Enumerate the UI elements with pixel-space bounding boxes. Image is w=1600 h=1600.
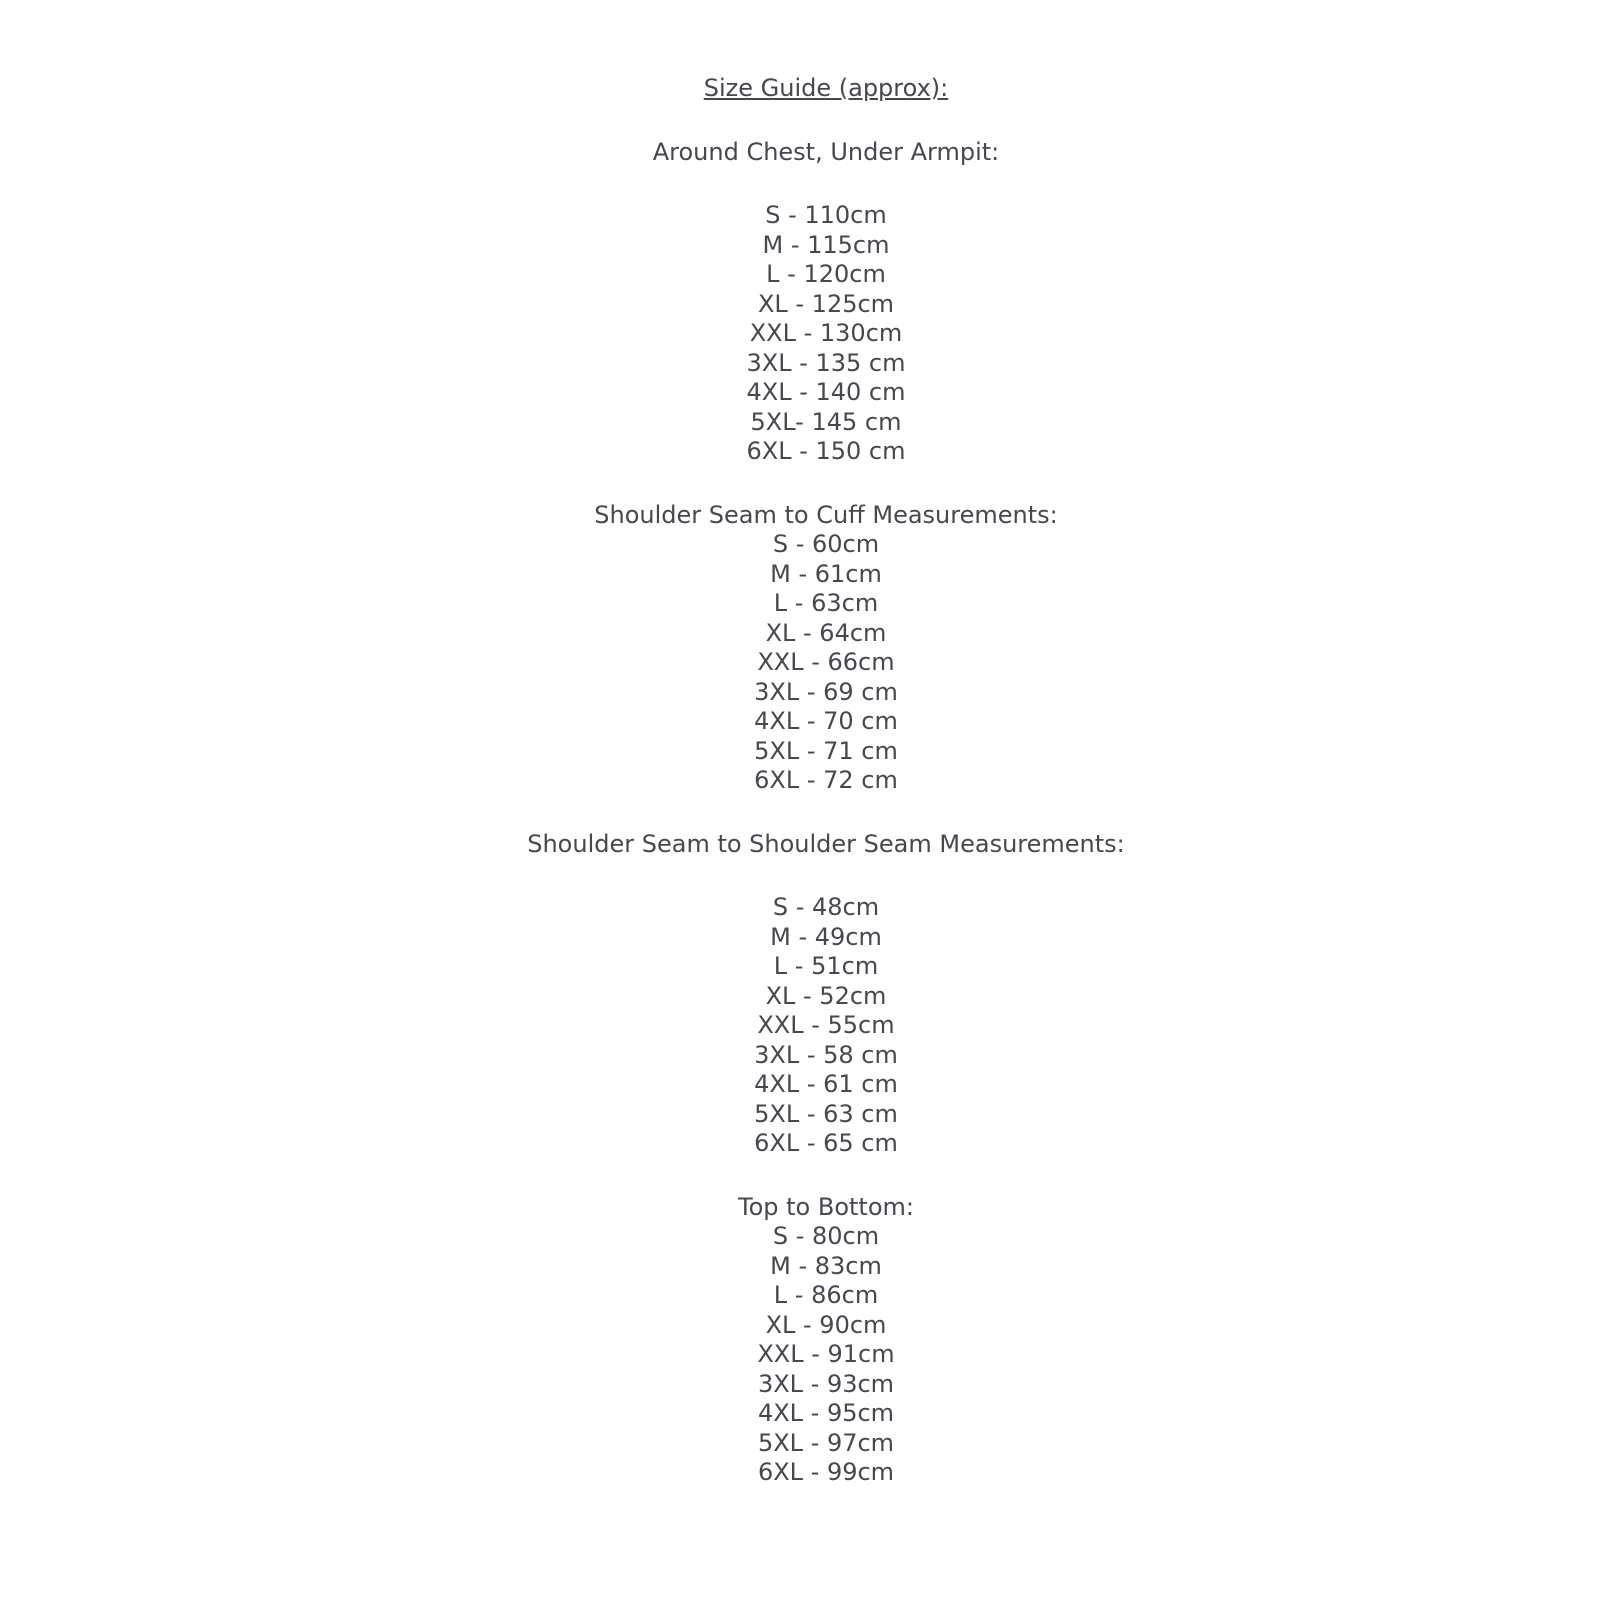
size-row: M - 83cm bbox=[770, 1251, 882, 1280]
section-heading-chest bbox=[52, 138, 1600, 168]
size-row: S - 48cm bbox=[772, 893, 880, 921]
size-row: L - 63cm bbox=[773, 589, 879, 617]
size-row: 3XL - 135 cm bbox=[746, 348, 906, 377]
size-row: 3XL - 58 cm bbox=[754, 1040, 898, 1069]
size-row: 4XL - 61 cm bbox=[754, 1070, 898, 1098]
size-row: M - 61cm bbox=[770, 559, 882, 588]
section-cuff bbox=[52, 501, 1600, 796]
size-row: L - 51cm bbox=[773, 952, 879, 980]
section-items-shoulder bbox=[52, 893, 1600, 1159]
size-row: 5XL - 71 cm bbox=[754, 736, 898, 765]
section-heading: Shoulder Seam to Cuff Measurements: bbox=[594, 500, 1058, 529]
size-row: XXL - 66cm bbox=[757, 648, 895, 676]
size-row: 5XL - 63 cm bbox=[754, 1099, 898, 1128]
size-row: 5XL - 97cm bbox=[757, 1428, 895, 1457]
size-guide-title-paragraph bbox=[52, 74, 1600, 104]
size-guide-title: Size Guide (approx): bbox=[703, 74, 949, 102]
section-heading: Top to Bottom: bbox=[738, 1192, 914, 1221]
size-row: 4XL - 95cm bbox=[757, 1399, 895, 1427]
size-row: M - 49cm bbox=[770, 922, 882, 951]
size-row: XL - 90cm bbox=[765, 1310, 887, 1339]
section-items-chest bbox=[52, 201, 1600, 467]
size-row: XXL - 130cm bbox=[749, 319, 903, 347]
size-row: 5XL- 145 cm bbox=[750, 407, 902, 436]
size-row: M - 115cm bbox=[762, 230, 890, 259]
size-row: S - 80cm bbox=[772, 1222, 880, 1250]
size-row: 6XL - 65 cm bbox=[754, 1129, 898, 1157]
size-row: L - 120cm bbox=[766, 260, 886, 288]
size-row: XXL - 91cm bbox=[757, 1340, 895, 1368]
size-row: S - 110cm bbox=[765, 201, 887, 229]
size-row: 6XL - 99cm bbox=[757, 1458, 895, 1486]
section-heading: Around Chest, Under Armpit: bbox=[652, 137, 1000, 166]
size-row: 4XL - 140 cm bbox=[746, 378, 906, 406]
size-row: XL - 64cm bbox=[765, 618, 887, 647]
size-row: L - 86cm bbox=[773, 1281, 879, 1309]
section-top-to-bottom bbox=[52, 1193, 1600, 1488]
size-row: 6XL - 150 cm bbox=[746, 437, 906, 465]
size-row: S - 60cm bbox=[772, 530, 880, 558]
section-heading-shoulder bbox=[52, 830, 1600, 860]
size-row: XL - 125cm bbox=[757, 289, 895, 318]
size-row: 3XL - 69 cm bbox=[754, 677, 898, 706]
size-row: XL - 52cm bbox=[765, 981, 887, 1010]
size-row: 4XL - 70 cm bbox=[754, 707, 898, 735]
size-row: 6XL - 72 cm bbox=[754, 766, 898, 794]
size-row: XXL - 55cm bbox=[757, 1011, 895, 1039]
size-row: 3XL - 93cm bbox=[757, 1369, 895, 1398]
section-heading: Shoulder Seam to Shoulder Seam Measurements: bbox=[527, 829, 1125, 858]
